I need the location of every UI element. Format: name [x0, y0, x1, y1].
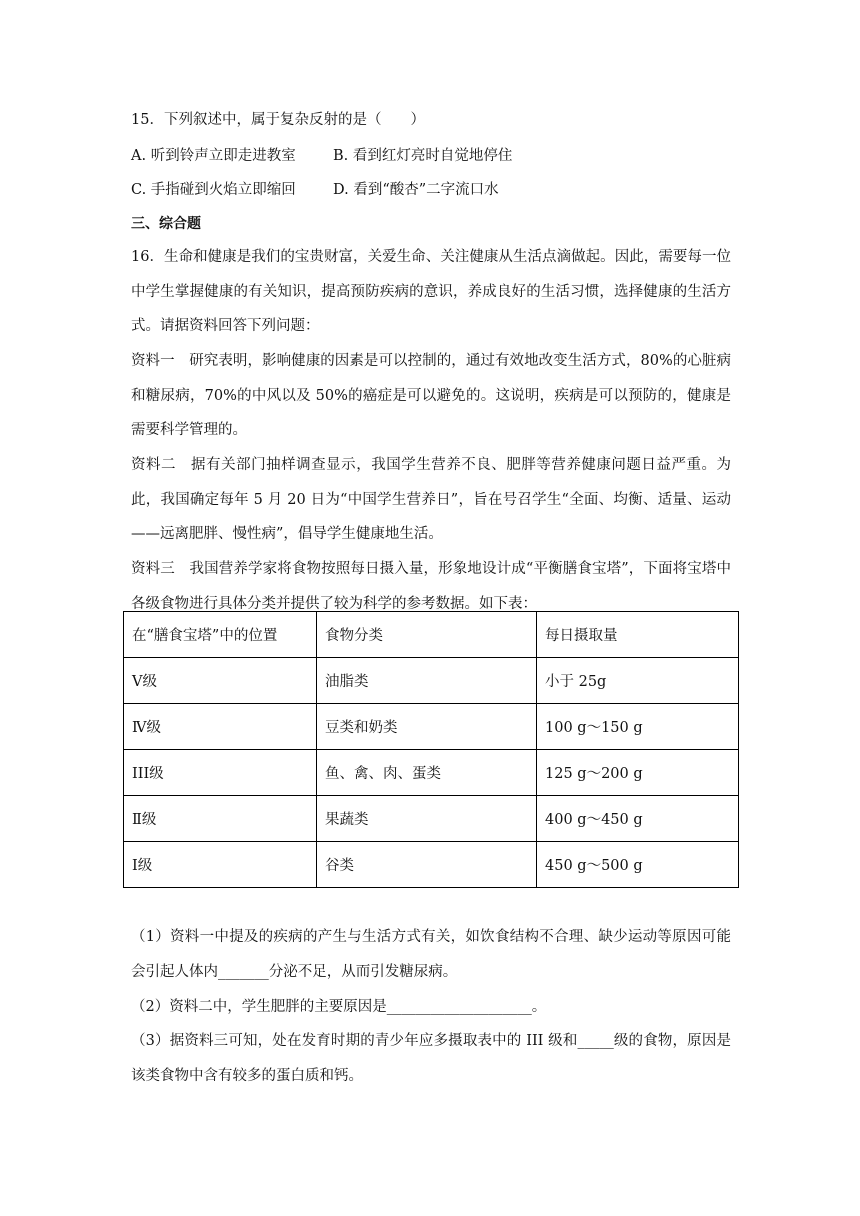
- table-cell: Ⅳ级: [124, 704, 317, 750]
- table-cell: Ⅱ级: [124, 796, 317, 842]
- material-3: 资料三 我国营养学家将食物按照每日摄入量，形象地设计成“平衡膳食宝塔”，下面将宝塔中各级食物进行具体分类并提供了较为科学的参考数据。如下表：: [131, 561, 731, 612]
- table-header-cell: 每日摄取量: [537, 612, 739, 658]
- option-a: A. 听到铃声立即走进教室: [131, 148, 296, 164]
- diet-pyramid-table: [123, 611, 739, 888]
- sub-question-3: （3）据资料三可知，处在发育时期的青少年应多摄取表中的 III 级和_____级的食物，原因是该类食物中含有较多的蛋白质和钙。: [131, 1033, 731, 1084]
- material-2: 资料二 据有关部门抽样调查显示，我国学生营养不良、肥胖等营养健康问题日益严重。为此，我国确定每年 5 月 20 日为“中国学生营养日”，旨在号召学生“全面、均衡、适量、运动——远离肥胖、慢性病”，倡导学生健康地生活。: [131, 457, 731, 543]
- table-row: [124, 842, 739, 888]
- section-title: 三、综合题: [131, 216, 201, 232]
- table-cell: 油脂类: [317, 658, 537, 704]
- table-header-cell: 在“膳食宝塔”中的位置: [124, 612, 317, 658]
- table-row: [124, 704, 739, 750]
- table-row: [124, 750, 739, 796]
- question-16-intro: 16．生命和健康是我们的宝贵财富，关爱生命、关注健康从生活点滴做起。因此，需要每一位中学生掌握健康的有关知识，提高预防疾病的意识，养成良好的生活习惯，选择健康的生活方式。请据资料回答下列问题：: [131, 249, 731, 335]
- option-d: D. 看到“酸杏”二字流口水: [333, 182, 499, 198]
- table-cell: 400 g～450 g: [537, 796, 739, 842]
- table-cell: 小于 25g: [537, 658, 739, 704]
- table-cell: 125 g～200 g: [537, 750, 739, 796]
- option-c: C. 手指碰到火焰立即缩回: [131, 182, 296, 198]
- table-cell: Ⅴ级: [124, 658, 317, 704]
- question-15-stem: 15．下列叙述中，属于复杂反射的是（ ）: [131, 112, 425, 128]
- sub-question-2: （2）资料二中，学生肥胖的主要原因是____________________。: [131, 999, 547, 1015]
- table-row: [124, 796, 739, 842]
- table-cell: 果蔬类: [317, 796, 537, 842]
- table-cell: Ⅰ级: [124, 842, 317, 888]
- table-cell: 鱼、禽、肉、蛋类: [317, 750, 537, 796]
- table-cell: 谷类: [317, 842, 537, 888]
- table-header-cell: 食物分类: [317, 612, 537, 658]
- table-cell: 豆类和奶类: [317, 704, 537, 750]
- material-1: 资料一 研究表明，影响健康的因素是可以控制的，通过有效地改变生活方式，80%的心脏病和糖尿病，70%的中风以及 50%的癌症是可以避免的。这说明，疾病是可以预防的，健康是需要科学管理的。: [131, 353, 731, 439]
- sub-question-1: （1）资料一中提及的疾病的产生与生活方式有关，如饮食结构不合理、缺少运动等原因可能会引起人体内_______分泌不足，从而引发糖尿病。: [131, 929, 731, 980]
- table-header-row: [124, 612, 739, 658]
- table-cell: 450 g～500 g: [537, 842, 739, 888]
- table-cell: 100 g～150 g: [537, 704, 739, 750]
- table-row: [124, 658, 739, 704]
- table-cell: III级: [124, 750, 317, 796]
- option-b: B. 看到红灯亮时自觉地停住: [333, 148, 513, 164]
